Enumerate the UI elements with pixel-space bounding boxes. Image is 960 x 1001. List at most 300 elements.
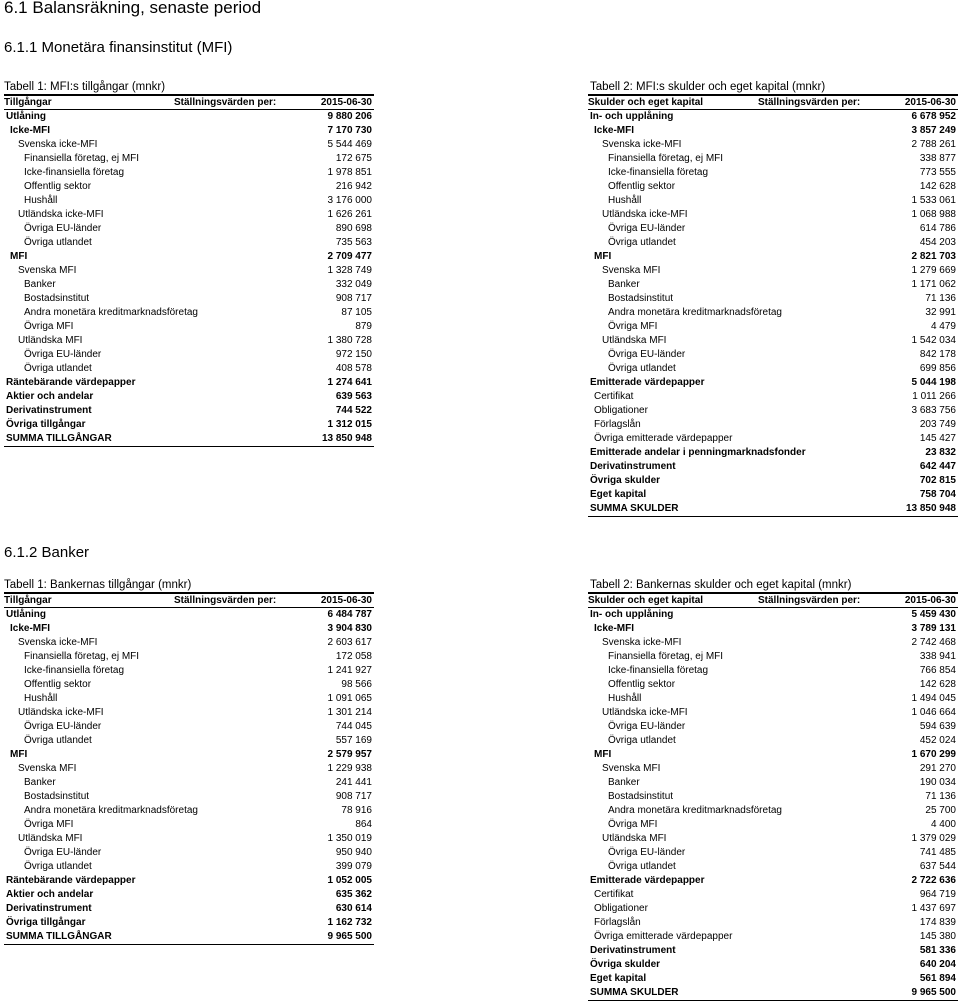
row-label: Eget kapital (590, 973, 647, 984)
row-label: Utländska icke-MFI (18, 707, 104, 718)
table-row (588, 874, 958, 888)
row-value: 766 854 (919, 665, 956, 676)
row-value: 9 965 500 (911, 987, 956, 998)
row-value: 699 856 (919, 363, 956, 374)
table-row (588, 264, 958, 278)
row-value: 1 494 045 (911, 693, 956, 704)
row-value: 964 719 (919, 889, 956, 900)
table-row (588, 460, 958, 474)
table-row (4, 320, 374, 334)
table-row (4, 250, 374, 264)
table-mfi-liabilities (588, 94, 958, 517)
row-value: 2 709 477 (327, 251, 372, 262)
table-row (588, 902, 958, 916)
row-label: Emitterade värdepapper (590, 377, 705, 388)
table-row (4, 846, 374, 860)
table-caption-mfi-assets: Tabell 1: MFI:s tillgångar (mnkr) (4, 81, 166, 93)
header-col-category: Tillgångar (4, 97, 52, 108)
row-value: 2 603 617 (327, 637, 372, 648)
row-value: 640 204 (919, 959, 956, 970)
row-label: Övriga utlandet (608, 237, 676, 248)
row-value: 71 136 (925, 293, 956, 304)
row-label: Utländska MFI (602, 335, 667, 346)
row-value: 1 011 266 (912, 391, 956, 402)
table-row (4, 390, 374, 404)
row-label: Förlagslån (594, 419, 641, 430)
header-col-category: Tillgångar (4, 595, 52, 606)
row-label: Certifikat (594, 391, 634, 402)
row-label: Övriga skulder (590, 959, 661, 970)
table-row (588, 236, 958, 250)
table-row (588, 748, 958, 762)
table-caption-mfi-liabilities: Tabell 2: MFI:s skulder och eget kapital (mnkr) (590, 81, 826, 93)
table-header (4, 94, 374, 110)
row-value: 1 978 851 (327, 167, 372, 178)
table-row (588, 432, 958, 446)
row-value: 203 749 (919, 419, 956, 430)
row-value: 1 091 065 (327, 693, 372, 704)
row-value: 3 789 131 (911, 623, 956, 634)
table-row (4, 152, 374, 166)
table-row (4, 608, 374, 622)
table-row (588, 804, 958, 818)
table-row (4, 432, 374, 447)
row-value: 557 169 (335, 735, 372, 746)
row-value: 172 675 (335, 153, 372, 164)
row-value: 1 542 034 (911, 335, 956, 346)
table-row (4, 692, 374, 706)
table-row (4, 776, 374, 790)
row-label: Icke-MFI (594, 125, 635, 136)
table-row (4, 860, 374, 874)
header-col-label: Ställningsvärden per: (758, 97, 861, 108)
row-label: Svenska icke-MFI (18, 637, 98, 648)
row-value: 142 628 (919, 181, 956, 192)
row-value: 6 678 952 (911, 111, 956, 122)
row-value: 7 170 730 (327, 125, 372, 136)
section-heading-mfi: 6.1.1 Monetära finansinstitut (MFI) (4, 39, 233, 56)
row-value: 1 068 988 (911, 209, 956, 220)
table-header (4, 592, 374, 608)
row-label: Svenska MFI (602, 763, 661, 774)
row-label: Banker (608, 777, 640, 788)
row-label: Hushåll (608, 693, 642, 704)
row-value: 2 742 468 (911, 637, 956, 648)
table-row (4, 622, 374, 636)
table-row (588, 986, 958, 1001)
row-value: 741 485 (919, 847, 956, 858)
table-row (4, 124, 374, 138)
row-label: Derivatinstrument (6, 405, 92, 416)
table-row (588, 776, 958, 790)
row-label: Utländska MFI (18, 833, 83, 844)
row-label: Andra monetära kreditmarknadsföretag (24, 307, 198, 318)
row-value: 4 400 (930, 819, 956, 830)
row-value: 1 241 927 (327, 665, 372, 676)
row-label: Svenska icke-MFI (18, 139, 98, 150)
row-value: 1 279 669 (911, 265, 956, 276)
row-value: 1 533 061 (911, 195, 956, 206)
table-row (588, 250, 958, 264)
row-value: 332 049 (335, 279, 372, 290)
table-row (588, 348, 958, 362)
table-row (588, 706, 958, 720)
table-row (588, 334, 958, 348)
row-value: 78 916 (341, 805, 372, 816)
table-row (4, 874, 374, 888)
row-label: Offentlig sektor (608, 181, 676, 192)
row-label: Icke-finansiella företag (24, 665, 125, 676)
row-value: 408 578 (335, 363, 372, 374)
header-col-category: Skulder och eget kapital (588, 97, 704, 108)
table-caption-bank-assets: Tabell 1: Bankernas tillgångar (mnkr) (4, 579, 192, 591)
table-row (588, 376, 958, 390)
row-value: 23 832 (925, 447, 956, 458)
row-label: Offentlig sektor (24, 181, 92, 192)
header-col-label: Ställningsvärden per: (758, 595, 861, 606)
table-row (588, 124, 958, 138)
header-col-date: 2015-06-30 (320, 97, 372, 108)
row-value: 3 857 249 (911, 125, 956, 136)
row-label: Svenska MFI (18, 763, 77, 774)
row-label: Finansiella företag, ej MFI (608, 153, 724, 164)
table-row (4, 110, 374, 124)
row-label: SUMMA TILLGÅNGAR (6, 433, 112, 444)
table-row (588, 110, 958, 124)
page-title: 6.1 Balansräkning, senaste period (4, 0, 262, 17)
row-value: 172 058 (335, 651, 372, 662)
table-row (588, 446, 958, 460)
table-row (588, 362, 958, 376)
row-value: 6 484 787 (327, 609, 372, 620)
row-label: Utländska MFI (18, 335, 83, 346)
row-value: 216 942 (335, 181, 372, 192)
row-label: Hushåll (24, 693, 58, 704)
table-row (588, 846, 958, 860)
row-value: 879 (355, 321, 372, 332)
row-label: SUMMA TILLGÅNGAR (6, 931, 112, 942)
table-row (588, 888, 958, 902)
row-value: 1 046 664 (911, 707, 956, 718)
row-label: Övriga skulder (590, 475, 661, 486)
row-value: 338 941 (919, 651, 956, 662)
row-value: 1 379 029 (911, 833, 956, 844)
row-value: 454 203 (919, 237, 956, 248)
row-label: In- och upplåning (590, 609, 674, 620)
table-row (588, 488, 958, 502)
row-value: 3 683 756 (911, 405, 956, 416)
table-row (588, 292, 958, 306)
row-label: Andra monetära kreditmarknadsföretag (24, 805, 198, 816)
row-label: Eget kapital (590, 489, 647, 500)
row-label: Utländska MFI (602, 833, 667, 844)
table-row (4, 222, 374, 236)
row-value: 5 459 430 (911, 609, 956, 620)
row-value: 71 136 (925, 791, 956, 802)
row-value: 561 894 (919, 973, 956, 984)
table-row (4, 348, 374, 362)
table-row (4, 166, 374, 180)
table-row (4, 888, 374, 902)
row-value: 758 704 (919, 489, 956, 500)
row-label: Övriga MFI (608, 819, 658, 830)
table-row (588, 832, 958, 846)
table-row (4, 706, 374, 720)
row-label: Emitterade värdepapper (590, 875, 705, 886)
row-value: 1 437 697 (911, 903, 956, 914)
table-row (4, 748, 374, 762)
table-row (588, 818, 958, 832)
row-value: 735 563 (335, 237, 372, 248)
row-value: 25 700 (925, 805, 956, 816)
row-value: 594 639 (919, 721, 956, 732)
table-row (588, 404, 958, 418)
row-value: 2 788 261 (911, 139, 956, 150)
table-row (4, 208, 374, 222)
row-value: 1 670 299 (911, 749, 956, 760)
row-value: 145 380 (919, 931, 956, 942)
row-label: Övriga emitterade värdepapper (594, 931, 733, 942)
row-value: 452 024 (919, 735, 956, 746)
row-label: Förlagslån (594, 917, 641, 928)
table-row (4, 636, 374, 650)
row-label: Övriga EU-länder (24, 721, 102, 732)
table-row (588, 278, 958, 292)
table-row (588, 678, 958, 692)
table-row (4, 138, 374, 152)
row-label: Certifikat (594, 889, 634, 900)
row-label: Derivatinstrument (590, 461, 676, 472)
row-label: Bostadsinstitut (608, 791, 674, 802)
table-row (588, 958, 958, 972)
table-caption-bank-liabilities: Tabell 2: Bankernas skulder och eget kapital (mnkr) (590, 579, 852, 591)
row-label: In- och upplåning (590, 111, 674, 122)
row-label: Utländska icke-MFI (18, 209, 104, 220)
table-row (4, 734, 374, 748)
table-row (588, 474, 958, 488)
row-label: Utländska icke-MFI (602, 707, 688, 718)
row-value: 13 850 948 (321, 433, 372, 444)
row-label: Andra monetära kreditmarknadsföretag (608, 805, 782, 816)
row-label: Utländska icke-MFI (602, 209, 688, 220)
row-value: 9 880 206 (327, 111, 372, 122)
header-col-date: 2015-06-30 (904, 595, 956, 606)
row-label: Övriga utlandet (24, 861, 92, 872)
table-row (588, 650, 958, 664)
row-value: 1 162 732 (327, 917, 372, 928)
row-label: Offentlig sektor (608, 679, 676, 690)
row-label: Övriga MFI (608, 321, 658, 332)
row-value: 950 940 (335, 847, 372, 858)
table-row (4, 194, 374, 208)
row-value: 637 544 (919, 861, 956, 872)
table-row (588, 502, 958, 517)
row-label: Övriga MFI (24, 819, 74, 830)
table-row (588, 222, 958, 236)
row-label: Räntebärande värdepapper (6, 875, 136, 886)
row-value: 291 270 (919, 763, 956, 774)
row-value: 174 839 (919, 917, 956, 928)
row-label: Övriga emitterade värdepapper (594, 433, 733, 444)
section-heading-banker: 6.1.2 Banker (4, 544, 90, 561)
row-label: Offentlig sektor (24, 679, 92, 690)
table-row (588, 664, 958, 678)
row-label: Icke-MFI (10, 623, 51, 634)
row-label: Bostadsinstitut (608, 293, 674, 304)
table-row (588, 390, 958, 404)
row-value: 630 614 (335, 903, 372, 914)
row-value: 399 079 (335, 861, 372, 872)
table-row (588, 306, 958, 320)
table-row (588, 930, 958, 944)
row-value: 87 105 (341, 307, 372, 318)
row-value: 890 698 (335, 223, 372, 234)
header-col-label: Ställningsvärden per: (174, 97, 277, 108)
row-label: Övriga EU-länder (24, 847, 102, 858)
table-row (588, 320, 958, 334)
table-mfi-assets (4, 94, 374, 447)
row-label: Övriga utlandet (608, 861, 676, 872)
row-label: SUMMA SKULDER (590, 503, 679, 514)
table-row (4, 650, 374, 664)
row-label: Icke-MFI (594, 623, 635, 634)
row-label: MFI (10, 749, 28, 760)
header-col-date: 2015-06-30 (320, 595, 372, 606)
row-label: Övriga utlandet (608, 363, 676, 374)
table-row (4, 664, 374, 678)
table-row (588, 734, 958, 748)
row-value: 1 350 019 (327, 833, 372, 844)
table-row (4, 180, 374, 194)
table-row (588, 860, 958, 874)
row-value: 2 579 957 (327, 749, 372, 760)
row-value: 142 628 (919, 679, 956, 690)
table-row (4, 278, 374, 292)
row-value: 581 336 (919, 945, 956, 956)
row-label: SUMMA SKULDER (590, 987, 679, 998)
table-row (588, 418, 958, 432)
row-label: Icke-MFI (10, 125, 51, 136)
table-row (588, 152, 958, 166)
row-value: 744 522 (335, 405, 372, 416)
table-row (588, 608, 958, 622)
row-value: 864 (355, 819, 372, 830)
row-value: 32 991 (925, 307, 956, 318)
row-value: 5 044 198 (911, 377, 956, 388)
table-row (4, 762, 374, 776)
table-row (588, 916, 958, 930)
row-label: Finansiella företag, ej MFI (608, 651, 724, 662)
table-row (4, 362, 374, 376)
row-label: Övriga utlandet (24, 735, 92, 746)
row-label: Obligationer (594, 903, 648, 914)
table-row (588, 166, 958, 180)
row-label: Banker (608, 279, 640, 290)
row-value: 1 328 749 (327, 265, 372, 276)
header-col-category: Skulder och eget kapital (588, 595, 704, 606)
header-col-date: 2015-06-30 (904, 97, 956, 108)
row-label: Icke-finansiella företag (608, 167, 709, 178)
row-label: Svenska icke-MFI (602, 637, 682, 648)
row-label: Övriga EU-länder (24, 349, 102, 360)
row-value: 842 178 (919, 349, 956, 360)
table-row (588, 790, 958, 804)
table-row (4, 334, 374, 348)
row-label: Hushåll (24, 195, 58, 206)
row-value: 13 850 948 (905, 503, 956, 514)
table-row (588, 692, 958, 706)
row-label: Derivatinstrument (590, 945, 676, 956)
row-label: Finansiella företag, ej MFI (24, 153, 140, 164)
row-value: 639 563 (335, 391, 372, 402)
table-row (4, 264, 374, 278)
row-value: 3 904 830 (327, 623, 372, 634)
row-label: Utlåning (6, 111, 46, 122)
table-row (4, 292, 374, 306)
row-value: 190 034 (919, 777, 956, 788)
row-value: 908 717 (335, 293, 372, 304)
table-row (4, 832, 374, 846)
row-label: Emitterade andelar i penningmarknadsfonder (590, 447, 806, 458)
row-label: Övriga utlandet (24, 363, 92, 374)
row-value: 972 150 (335, 349, 372, 360)
table-row (4, 790, 374, 804)
row-label: Obligationer (594, 405, 648, 416)
row-value: 1 052 005 (327, 875, 372, 886)
row-label: MFI (10, 251, 28, 262)
row-label: Övriga EU-länder (608, 349, 686, 360)
row-label: Banker (24, 279, 56, 290)
row-label: MFI (594, 251, 612, 262)
row-label: Svenska MFI (18, 265, 77, 276)
row-label: Övriga EU-länder (608, 223, 686, 234)
row-value: 744 045 (335, 721, 372, 732)
row-value: 614 786 (919, 223, 956, 234)
row-value: 5 544 469 (327, 139, 372, 150)
table-bank-assets (4, 592, 374, 945)
row-value: 4 479 (930, 321, 956, 332)
row-label: Övriga EU-länder (608, 847, 686, 858)
table-bank-liabilities (588, 592, 958, 1001)
table-row (4, 306, 374, 320)
row-label: Övriga tillgångar (6, 917, 86, 928)
table-row (588, 636, 958, 650)
row-value: 9 965 500 (327, 931, 372, 942)
row-label: Icke-finansiella företag (608, 665, 709, 676)
row-value: 145 427 (919, 433, 956, 444)
table-row (588, 972, 958, 986)
row-value: 642 447 (919, 461, 956, 472)
row-value: 1 301 214 (327, 707, 372, 718)
row-label: Övriga utlandet (24, 237, 92, 248)
row-label: Banker (24, 777, 56, 788)
row-value: 2 722 636 (911, 875, 956, 886)
table-row (4, 804, 374, 818)
row-label: Övriga utlandet (608, 735, 676, 746)
table-row (588, 208, 958, 222)
row-value: 1 274 641 (327, 377, 372, 388)
row-label: Övriga tillgångar (6, 419, 86, 430)
table-row (588, 762, 958, 776)
table-header (588, 592, 958, 608)
table-row (588, 720, 958, 734)
table-row (588, 180, 958, 194)
table-row (588, 944, 958, 958)
table-row (4, 902, 374, 916)
row-value: 635 362 (335, 889, 372, 900)
row-value: 1 380 728 (327, 335, 372, 346)
row-label: Bostadsinstitut (24, 791, 90, 802)
